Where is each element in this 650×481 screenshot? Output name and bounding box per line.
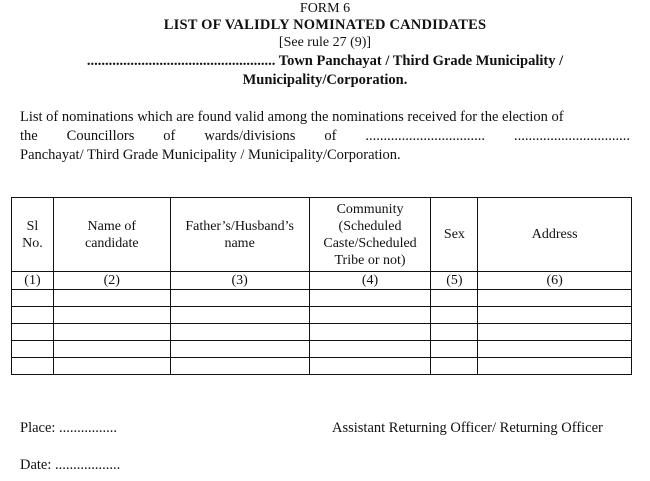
paragraph-line-3: Panchayat/ Third Grade Municipality / Municipality/Corporation. xyxy=(20,147,401,163)
paragraph-word: of xyxy=(324,128,337,144)
table-cell xyxy=(309,324,431,341)
table-cell xyxy=(53,307,170,324)
column-number: (3) xyxy=(170,272,309,290)
paragraph-word: ................................. xyxy=(365,128,485,144)
table-cell xyxy=(170,290,309,307)
column-number-row xyxy=(12,272,632,290)
table-cell xyxy=(53,324,170,341)
place-field: Place: ................ xyxy=(20,420,118,436)
table-cell xyxy=(12,358,54,375)
paragraph-word: the xyxy=(20,128,38,144)
table-cell xyxy=(12,307,54,324)
subtitle-dots: .................................................... xyxy=(86,53,276,69)
header-sl-no: Sl No. xyxy=(12,198,54,272)
date-field: Date: .................. xyxy=(20,457,121,473)
table-cell xyxy=(12,341,54,358)
document-title: LIST OF VALIDLY NOMINATED CANDIDATES xyxy=(163,17,487,33)
paragraph-line-1: List of nominations which are found valid among the nominations received for the election of xyxy=(20,109,564,125)
paragraph-word: ................................ xyxy=(513,128,630,144)
candidates-table xyxy=(11,197,632,375)
form-number: FORM 6 xyxy=(299,1,351,16)
header-father-husband-name: Father’s/Husband’s name xyxy=(170,198,309,272)
table-header-row xyxy=(12,198,632,272)
table-cell xyxy=(478,290,632,307)
table-cell xyxy=(309,307,431,324)
table-cell xyxy=(12,324,54,341)
subtitle-line-1 xyxy=(0,53,650,70)
table-cell xyxy=(53,358,170,375)
header-community: Community (Scheduled Caste/Scheduled Tribe or not) xyxy=(309,198,431,272)
intro-paragraph xyxy=(20,108,630,165)
table-cell xyxy=(478,341,632,358)
table-row xyxy=(12,358,632,375)
table-cell xyxy=(53,341,170,358)
table-row xyxy=(12,341,632,358)
header-address: Address xyxy=(478,198,632,272)
column-number: (6) xyxy=(478,272,632,290)
paragraph-line-2 xyxy=(20,127,630,146)
column-number: (5) xyxy=(431,272,478,290)
column-number: (1) xyxy=(12,272,54,290)
table-cell xyxy=(12,290,54,307)
table-cell xyxy=(431,324,478,341)
table-cell xyxy=(309,290,431,307)
paragraph-word: of xyxy=(163,128,176,144)
header-sex: Sex xyxy=(431,198,478,272)
table-cell xyxy=(309,358,431,375)
header-candidate-name: Name of candidate xyxy=(53,198,170,272)
subtitle-line-2: Municipality/Corporation. xyxy=(242,72,408,88)
table-cell xyxy=(478,358,632,375)
table-cell xyxy=(170,341,309,358)
subtitle-text: Town Panchayat / Third Grade Municipality / xyxy=(275,53,564,69)
rule-reference: [See rule 27 (9)] xyxy=(278,35,372,50)
paragraph-word: Councillors xyxy=(66,128,135,144)
column-number: (4) xyxy=(309,272,431,290)
table-cell xyxy=(431,358,478,375)
paragraph-word: wards/divisions xyxy=(204,128,296,144)
officer-signature-label: Assistant Returning Officer/ Returning Officer xyxy=(332,420,603,436)
table-cell xyxy=(478,307,632,324)
table-cell xyxy=(170,358,309,375)
table-cell xyxy=(170,324,309,341)
table-cell xyxy=(478,324,632,341)
table-cell xyxy=(431,341,478,358)
table-cell xyxy=(431,290,478,307)
column-number: (2) xyxy=(53,272,170,290)
table-row xyxy=(12,290,632,307)
table-cell xyxy=(53,290,170,307)
table-cell xyxy=(431,307,478,324)
table-row xyxy=(12,324,632,341)
table-row xyxy=(12,307,632,324)
table-cell xyxy=(309,341,431,358)
table-cell xyxy=(170,307,309,324)
